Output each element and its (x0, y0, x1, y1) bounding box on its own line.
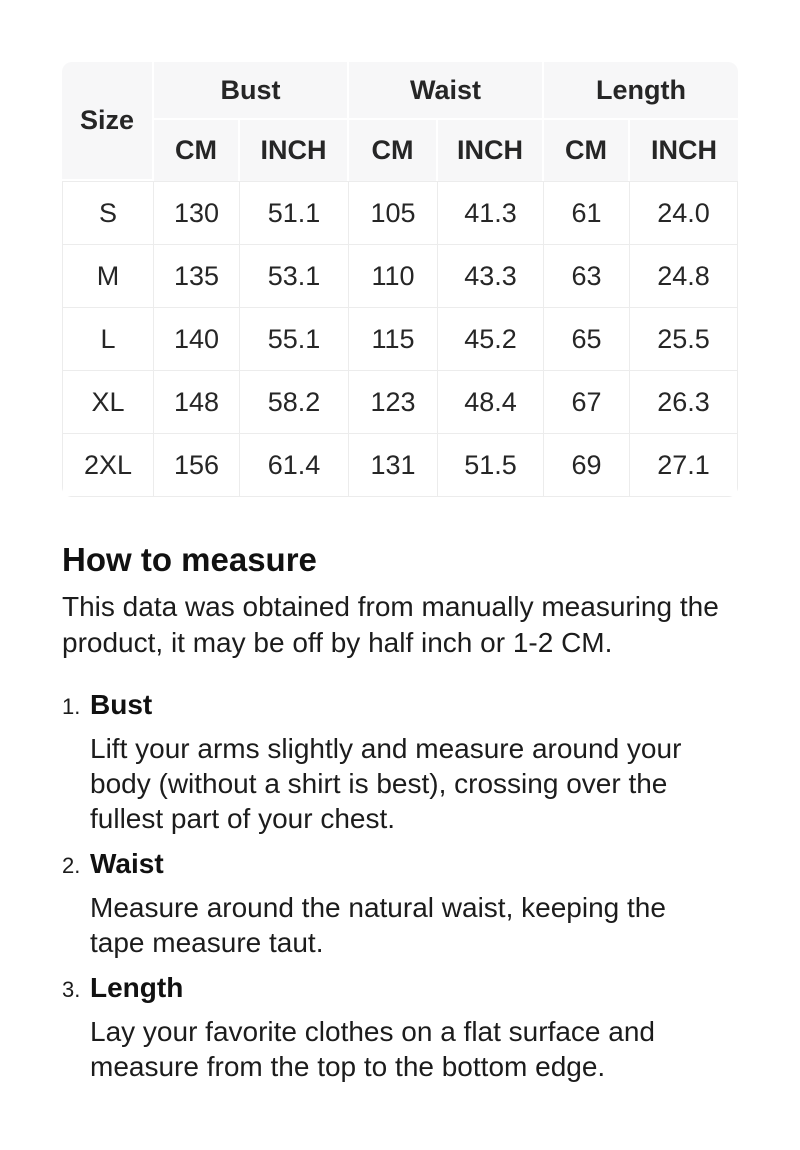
value-cell: 53.1 (240, 245, 349, 308)
step-description: Lay your favorite clothes on a flat surface and measure from the top to the bottom edge. (90, 1016, 655, 1082)
value-cell: 41.3 (438, 181, 544, 245)
unit-header: CM (349, 120, 438, 181)
value-cell: 24.8 (630, 245, 738, 308)
value-cell: 140 (154, 308, 240, 371)
value-cell: 61.4 (240, 434, 349, 497)
value-cell: 105 (349, 181, 438, 245)
value-cell: 45.2 (438, 308, 544, 371)
step-description: Measure around the natural waist, keeping the tape measure taut. (90, 892, 666, 958)
table-unit-header-row (62, 120, 738, 181)
step-title-bust: Bust (90, 689, 153, 720)
list-item (62, 687, 738, 846)
value-cell: 51.5 (438, 434, 544, 497)
value-cell: 55.1 (240, 308, 349, 371)
value-cell: 26.3 (630, 371, 738, 434)
measure-intro-text: This data was obtained from manually measuring the product, it may be off by half inch or 1-2 CM. (62, 591, 719, 658)
size-cell: S (62, 181, 154, 245)
how-to-measure-title: How to measure (62, 541, 317, 578)
size-cell: XL (62, 371, 154, 434)
value-cell: 67 (544, 371, 630, 434)
value-cell: 43.3 (438, 245, 544, 308)
value-cell: 61 (544, 181, 630, 245)
value-cell: 25.5 (630, 308, 738, 371)
step-title-length: Length (90, 972, 184, 1003)
step-description: Lift your arms slightly and measure around your body (without a shirt is best), crossing over the fullest part of your chest. (90, 733, 682, 834)
value-cell: 115 (349, 308, 438, 371)
value-cell: 65 (544, 308, 630, 371)
value-cell: 27.1 (630, 434, 738, 497)
size-chart (62, 62, 738, 497)
step-title-waist: Waist (90, 848, 164, 879)
size-cell: 2XL (62, 434, 154, 497)
step-number: 1. (62, 694, 81, 719)
value-cell: 58.2 (240, 371, 349, 434)
table-group-header-row (62, 62, 738, 120)
list-item (62, 846, 738, 970)
list-item (62, 970, 738, 1094)
step-number: 2. (62, 853, 81, 878)
value-cell: 130 (154, 181, 240, 245)
value-cell: 24.0 (630, 181, 738, 245)
size-chart-table (62, 62, 738, 497)
unit-header: CM (544, 120, 630, 181)
value-cell: 63 (544, 245, 630, 308)
group-header-bust: Bust (154, 62, 349, 120)
value-cell: 69 (544, 434, 630, 497)
unit-header: CM (154, 120, 240, 181)
table-row (62, 308, 738, 371)
value-cell: 131 (349, 434, 438, 497)
unit-header: INCH (630, 120, 738, 181)
measure-steps-list (62, 687, 738, 1094)
step-body (90, 970, 738, 1094)
value-cell: 156 (154, 434, 240, 497)
table-row (62, 371, 738, 434)
unit-header: INCH (240, 120, 349, 181)
value-cell: 110 (349, 245, 438, 308)
table-row (62, 181, 738, 245)
value-cell: 135 (154, 245, 240, 308)
value-cell: 123 (349, 371, 438, 434)
size-cell: M (62, 245, 154, 308)
group-header-waist: Waist (349, 62, 544, 120)
size-cell: L (62, 308, 154, 371)
value-cell: 48.4 (438, 371, 544, 434)
step-body (90, 846, 738, 970)
table-row (62, 434, 738, 497)
unit-header: INCH (438, 120, 544, 181)
group-header-length: Length (544, 62, 738, 120)
table-row (62, 245, 738, 308)
step-number: 3. (62, 977, 81, 1002)
step-body (90, 687, 738, 846)
value-cell: 51.1 (240, 181, 349, 245)
size-column-header: Size (62, 62, 154, 181)
value-cell: 148 (154, 371, 240, 434)
